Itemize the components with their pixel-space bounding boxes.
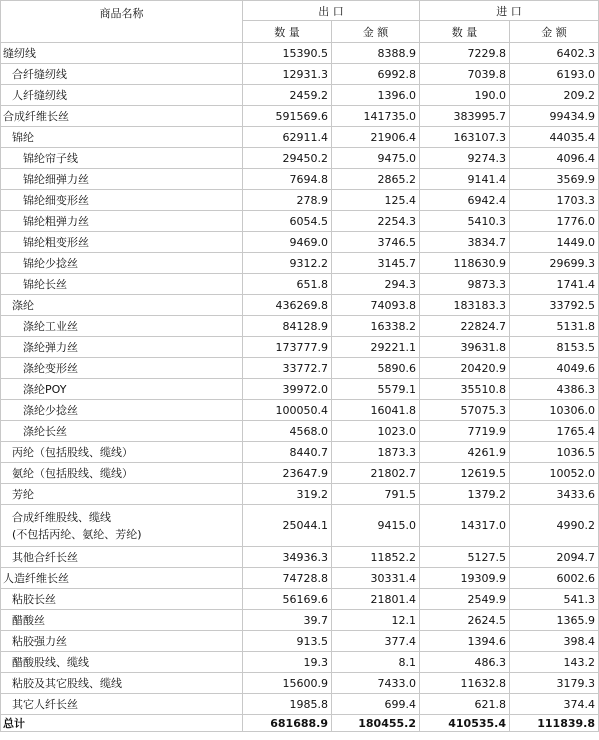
export-quantity-cell: 8440.7 [243, 442, 332, 463]
header-export-amount: 金 额 [332, 21, 420, 43]
table-row [1, 274, 599, 295]
import-amount-cell: 10306.0 [510, 400, 599, 421]
product-name: 锦纶粗变形丝 [23, 236, 89, 249]
import-amount-cell: 4990.2 [510, 505, 599, 547]
export-quantity-cell: 19.3 [243, 652, 332, 673]
import-quantity-cell: 486.3 [420, 652, 510, 673]
table-row [1, 106, 599, 127]
export-amount-cell: 125.4 [332, 190, 420, 211]
import-quantity-cell: 11632.8 [420, 673, 510, 694]
import-amount-cell: 1776.0 [510, 211, 599, 232]
export-amount-cell: 16041.8 [332, 400, 420, 421]
product-name-cell [1, 148, 243, 169]
export-amount-cell: 9475.0 [332, 148, 420, 169]
export-amount-cell: 141735.0 [332, 106, 420, 127]
table-row [1, 400, 599, 421]
import-amount-cell: 6402.3 [510, 43, 599, 64]
import-amount-cell: 44035.4 [510, 127, 599, 148]
product-name: 涤纶工业丝 [23, 320, 78, 333]
product-name-cell [1, 463, 243, 484]
product-name: 粘胶长丝 [12, 593, 56, 606]
product-name: 粘胶强力丝 [12, 635, 67, 648]
table-row [1, 484, 599, 505]
product-name-cell [1, 673, 243, 694]
import-amount-cell: 99434.9 [510, 106, 599, 127]
import-amount-cell: 6002.6 [510, 568, 599, 589]
product-name: 人纤缝纫线 [12, 89, 67, 102]
import-quantity-cell: 7719.9 [420, 421, 510, 442]
table-row [1, 421, 599, 442]
product-name: 粘胶及其它股线、缆线 [12, 677, 122, 690]
table-row [1, 442, 599, 463]
export-amount-cell: 29221.1 [332, 337, 420, 358]
import-quantity-cell: 383995.7 [420, 106, 510, 127]
import-quantity-cell: 2624.5 [420, 610, 510, 631]
import-quantity-cell: 14317.0 [420, 505, 510, 547]
export-amount-cell: 1396.0 [332, 85, 420, 106]
table-row [1, 169, 599, 190]
table-row [1, 610, 599, 631]
import-amount-cell: 1765.4 [510, 421, 599, 442]
export-quantity-cell: 29450.2 [243, 148, 332, 169]
product-name: 醋酸股线、缆线 [12, 656, 89, 669]
import-quantity-cell: 7039.8 [420, 64, 510, 85]
import-amount-cell: 4049.6 [510, 358, 599, 379]
import-quantity-cell: 7229.8 [420, 43, 510, 64]
import-amount-cell: 3433.6 [510, 484, 599, 505]
export-amount-cell: 21906.4 [332, 127, 420, 148]
export-quantity-cell: 100050.4 [243, 400, 332, 421]
import-quantity-cell: 1379.2 [420, 484, 510, 505]
export-quantity-cell: 56169.6 [243, 589, 332, 610]
table-row [1, 190, 599, 211]
table-row [1, 148, 599, 169]
import-quantity-cell: 19309.9 [420, 568, 510, 589]
export-quantity-cell: 74728.8 [243, 568, 332, 589]
export-amount-cell: 21801.4 [332, 589, 420, 610]
table-row [1, 211, 599, 232]
export-amount-cell: 21802.7 [332, 463, 420, 484]
product-name-cell [1, 547, 243, 568]
import-quantity-cell: 35510.8 [420, 379, 510, 400]
import-amount-cell: 2094.7 [510, 547, 599, 568]
import-amount-cell: 33792.5 [510, 295, 599, 316]
export-quantity-cell: 913.5 [243, 631, 332, 652]
product-name: 人造纤维长丝 [3, 572, 69, 585]
import-amount-cell: 1036.5 [510, 442, 599, 463]
product-name-cell [1, 568, 243, 589]
table-row [1, 589, 599, 610]
import-quantity-cell: 9141.4 [420, 169, 510, 190]
product-name: 涤纶弹力丝 [23, 341, 78, 354]
import-quantity-cell: 22824.7 [420, 316, 510, 337]
product-name-cell [1, 106, 243, 127]
export-amount-cell: 12.1 [332, 610, 420, 631]
import-quantity-cell: 118630.9 [420, 253, 510, 274]
product-name-cell [1, 589, 243, 610]
import-amount-cell: 1449.0 [510, 232, 599, 253]
product-name-cell [1, 295, 243, 316]
product-name-cell [1, 421, 243, 442]
table-row [1, 505, 599, 547]
table-row [1, 379, 599, 400]
import-quantity-cell: 3834.7 [420, 232, 510, 253]
import-quantity-cell: 6942.4 [420, 190, 510, 211]
import-quantity-cell: 163107.3 [420, 127, 510, 148]
table-row [1, 43, 599, 64]
export-quantity-cell: 7694.8 [243, 169, 332, 190]
import-quantity-cell: 9873.3 [420, 274, 510, 295]
import-amount-cell: 209.2 [510, 85, 599, 106]
export-amount-cell: 699.4 [332, 694, 420, 715]
table-row [1, 673, 599, 694]
header-import-quantity: 数 量 [420, 21, 510, 43]
export-quantity-cell: 6054.5 [243, 211, 332, 232]
import-quantity-cell: 5410.3 [420, 211, 510, 232]
table-row [1, 253, 599, 274]
import-quantity-cell: 20420.9 [420, 358, 510, 379]
table-row [1, 547, 599, 568]
product-name: 涤纶变形丝 [23, 362, 78, 375]
product-name-cell [1, 505, 243, 547]
table-row [1, 463, 599, 484]
product-name-cell [1, 316, 243, 337]
export-amount-cell: 3746.5 [332, 232, 420, 253]
product-name-note: (不包括丙纶、氨纶、芳纶) [12, 527, 142, 541]
export-amount-cell: 30331.4 [332, 568, 420, 589]
header-product-name: 商品名称 [1, 1, 243, 43]
table-row [1, 316, 599, 337]
product-name: 其它人纤长丝 [12, 698, 78, 711]
product-name: 芳纶 [12, 488, 34, 501]
import-quantity-cell: 57075.3 [420, 400, 510, 421]
product-name-cell [1, 631, 243, 652]
header-export: 出 口 [243, 1, 420, 21]
import-quantity-cell: 183183.3 [420, 295, 510, 316]
export-quantity-cell: 436269.8 [243, 295, 332, 316]
import-amount-cell: 8153.5 [510, 337, 599, 358]
export-quantity-cell: 39.7 [243, 610, 332, 631]
product-name: 锦纶长丝 [23, 278, 67, 291]
table-row [1, 64, 599, 85]
import-amount-cell: 1703.3 [510, 190, 599, 211]
product-name: 锦纶帘子线 [23, 152, 78, 165]
product-name-cell [1, 64, 243, 85]
product-name-cell [1, 484, 243, 505]
import-amount-cell: 5131.8 [510, 316, 599, 337]
table-row [1, 631, 599, 652]
export-quantity-cell: 39972.0 [243, 379, 332, 400]
import-quantity-cell: 4261.9 [420, 442, 510, 463]
product-name-cell [1, 610, 243, 631]
table-row [1, 232, 599, 253]
product-name-cell [1, 652, 243, 673]
product-name: 氨纶（包括股线、缆线） [12, 467, 133, 480]
import-quantity-cell: 621.8 [420, 694, 510, 715]
product-name-cell [1, 43, 243, 64]
table-row [1, 652, 599, 673]
product-name: 缝纫线 [3, 47, 36, 60]
export-amount-cell: 5890.6 [332, 358, 420, 379]
export-quantity-cell: 173777.9 [243, 337, 332, 358]
header-export-quantity: 数 量 [243, 21, 332, 43]
product-name-cell [1, 442, 243, 463]
export-amount-cell: 74093.8 [332, 295, 420, 316]
export-amount-cell: 2865.2 [332, 169, 420, 190]
product-name-cell [1, 400, 243, 421]
export-amount-cell: 294.3 [332, 274, 420, 295]
table-row [1, 295, 599, 316]
export-quantity-cell: 33772.7 [243, 358, 332, 379]
product-name-cell [1, 253, 243, 274]
product-name: 锦纶粗弹力丝 [23, 215, 89, 228]
product-name-cell [1, 211, 243, 232]
table-row [1, 694, 599, 715]
product-name-cell [1, 232, 243, 253]
product-name: 涤纶 [12, 299, 34, 312]
import-amount-cell: 541.3 [510, 589, 599, 610]
product-name: 合纤缝纫线 [12, 68, 67, 81]
product-name: 锦纶少捻丝 [23, 257, 78, 270]
import-amount-cell: 143.2 [510, 652, 599, 673]
total-import-amount: 111839.8 [510, 715, 599, 732]
export-quantity-cell: 278.9 [243, 190, 332, 211]
export-amount-cell: 8.1 [332, 652, 420, 673]
export-amount-cell: 9415.0 [332, 505, 420, 547]
table-row [1, 358, 599, 379]
product-name: 合成纤维长丝 [3, 110, 69, 123]
import-amount-cell: 4386.3 [510, 379, 599, 400]
export-quantity-cell: 591569.6 [243, 106, 332, 127]
import-quantity-cell: 190.0 [420, 85, 510, 106]
product-name-cell [1, 85, 243, 106]
total-export-amount: 180455.2 [332, 715, 420, 732]
export-amount-cell: 6992.8 [332, 64, 420, 85]
import-amount-cell: 29699.3 [510, 253, 599, 274]
import-amount-cell: 6193.0 [510, 64, 599, 85]
product-name: 锦纶细弹力丝 [23, 173, 89, 186]
export-quantity-cell: 15600.9 [243, 673, 332, 694]
import-quantity-cell: 5127.5 [420, 547, 510, 568]
export-amount-cell: 5579.1 [332, 379, 420, 400]
export-amount-cell: 3145.7 [332, 253, 420, 274]
table-row [1, 337, 599, 358]
export-quantity-cell: 23647.9 [243, 463, 332, 484]
product-name: 其他合纤长丝 [12, 551, 78, 564]
export-amount-cell: 11852.2 [332, 547, 420, 568]
export-amount-cell: 16338.2 [332, 316, 420, 337]
export-amount-cell: 1873.3 [332, 442, 420, 463]
export-amount-cell: 791.5 [332, 484, 420, 505]
export-amount-cell: 7433.0 [332, 673, 420, 694]
export-quantity-cell: 84128.9 [243, 316, 332, 337]
export-quantity-cell: 62911.4 [243, 127, 332, 148]
product-name-cell [1, 337, 243, 358]
export-quantity-cell: 4568.0 [243, 421, 332, 442]
import-quantity-cell: 39631.8 [420, 337, 510, 358]
product-name-cell [1, 694, 243, 715]
import-quantity-cell: 2549.9 [420, 589, 510, 610]
export-amount-cell: 1023.0 [332, 421, 420, 442]
product-name: 涤纶少捻丝 [23, 404, 78, 417]
export-quantity-cell: 34936.3 [243, 547, 332, 568]
table-row [1, 85, 599, 106]
import-quantity-cell: 12619.5 [420, 463, 510, 484]
import-quantity-cell: 1394.6 [420, 631, 510, 652]
product-name-cell [1, 190, 243, 211]
import-amount-cell: 398.4 [510, 631, 599, 652]
export-quantity-cell: 25044.1 [243, 505, 332, 547]
export-amount-cell: 8388.9 [332, 43, 420, 64]
table-row [1, 127, 599, 148]
export-amount-cell: 377.4 [332, 631, 420, 652]
import-amount-cell: 10052.0 [510, 463, 599, 484]
product-name-cell [1, 127, 243, 148]
import-amount-cell: 1741.4 [510, 274, 599, 295]
product-name-cell [1, 358, 243, 379]
export-quantity-cell: 319.2 [243, 484, 332, 505]
table-row [1, 568, 599, 589]
export-amount-cell: 2254.3 [332, 211, 420, 232]
product-name: 醋酸丝 [12, 614, 45, 627]
product-name: 锦纶 [12, 131, 34, 144]
total-row [1, 715, 599, 732]
import-amount-cell: 374.4 [510, 694, 599, 715]
product-name: 丙纶（包括股线、缆线） [12, 446, 133, 459]
product-name-cell [1, 169, 243, 190]
import-quantity-cell: 9274.3 [420, 148, 510, 169]
total-label: 总计 [1, 715, 243, 732]
import-amount-cell: 3569.9 [510, 169, 599, 190]
header-import: 进 口 [420, 1, 599, 21]
export-quantity-cell: 9469.0 [243, 232, 332, 253]
product-name-cell [1, 379, 243, 400]
product-name: 涤纶长丝 [23, 425, 67, 438]
export-quantity-cell: 12931.3 [243, 64, 332, 85]
export-quantity-cell: 651.8 [243, 274, 332, 295]
product-name: 锦纶细变形丝 [23, 194, 89, 207]
export-quantity-cell: 15390.5 [243, 43, 332, 64]
product-name: 涤纶POY [23, 383, 67, 396]
total-export-quantity: 681688.9 [243, 715, 332, 732]
import-amount-cell: 1365.9 [510, 610, 599, 631]
export-quantity-cell: 2459.2 [243, 85, 332, 106]
header-import-amount: 金 额 [510, 21, 599, 43]
product-name-cell [1, 274, 243, 295]
total-import-quantity: 410535.4 [420, 715, 510, 732]
import-amount-cell: 4096.4 [510, 148, 599, 169]
product-name: 合成纤维股线、缆线 [12, 510, 111, 524]
import-amount-cell: 3179.3 [510, 673, 599, 694]
export-quantity-cell: 1985.8 [243, 694, 332, 715]
export-quantity-cell: 9312.2 [243, 253, 332, 274]
